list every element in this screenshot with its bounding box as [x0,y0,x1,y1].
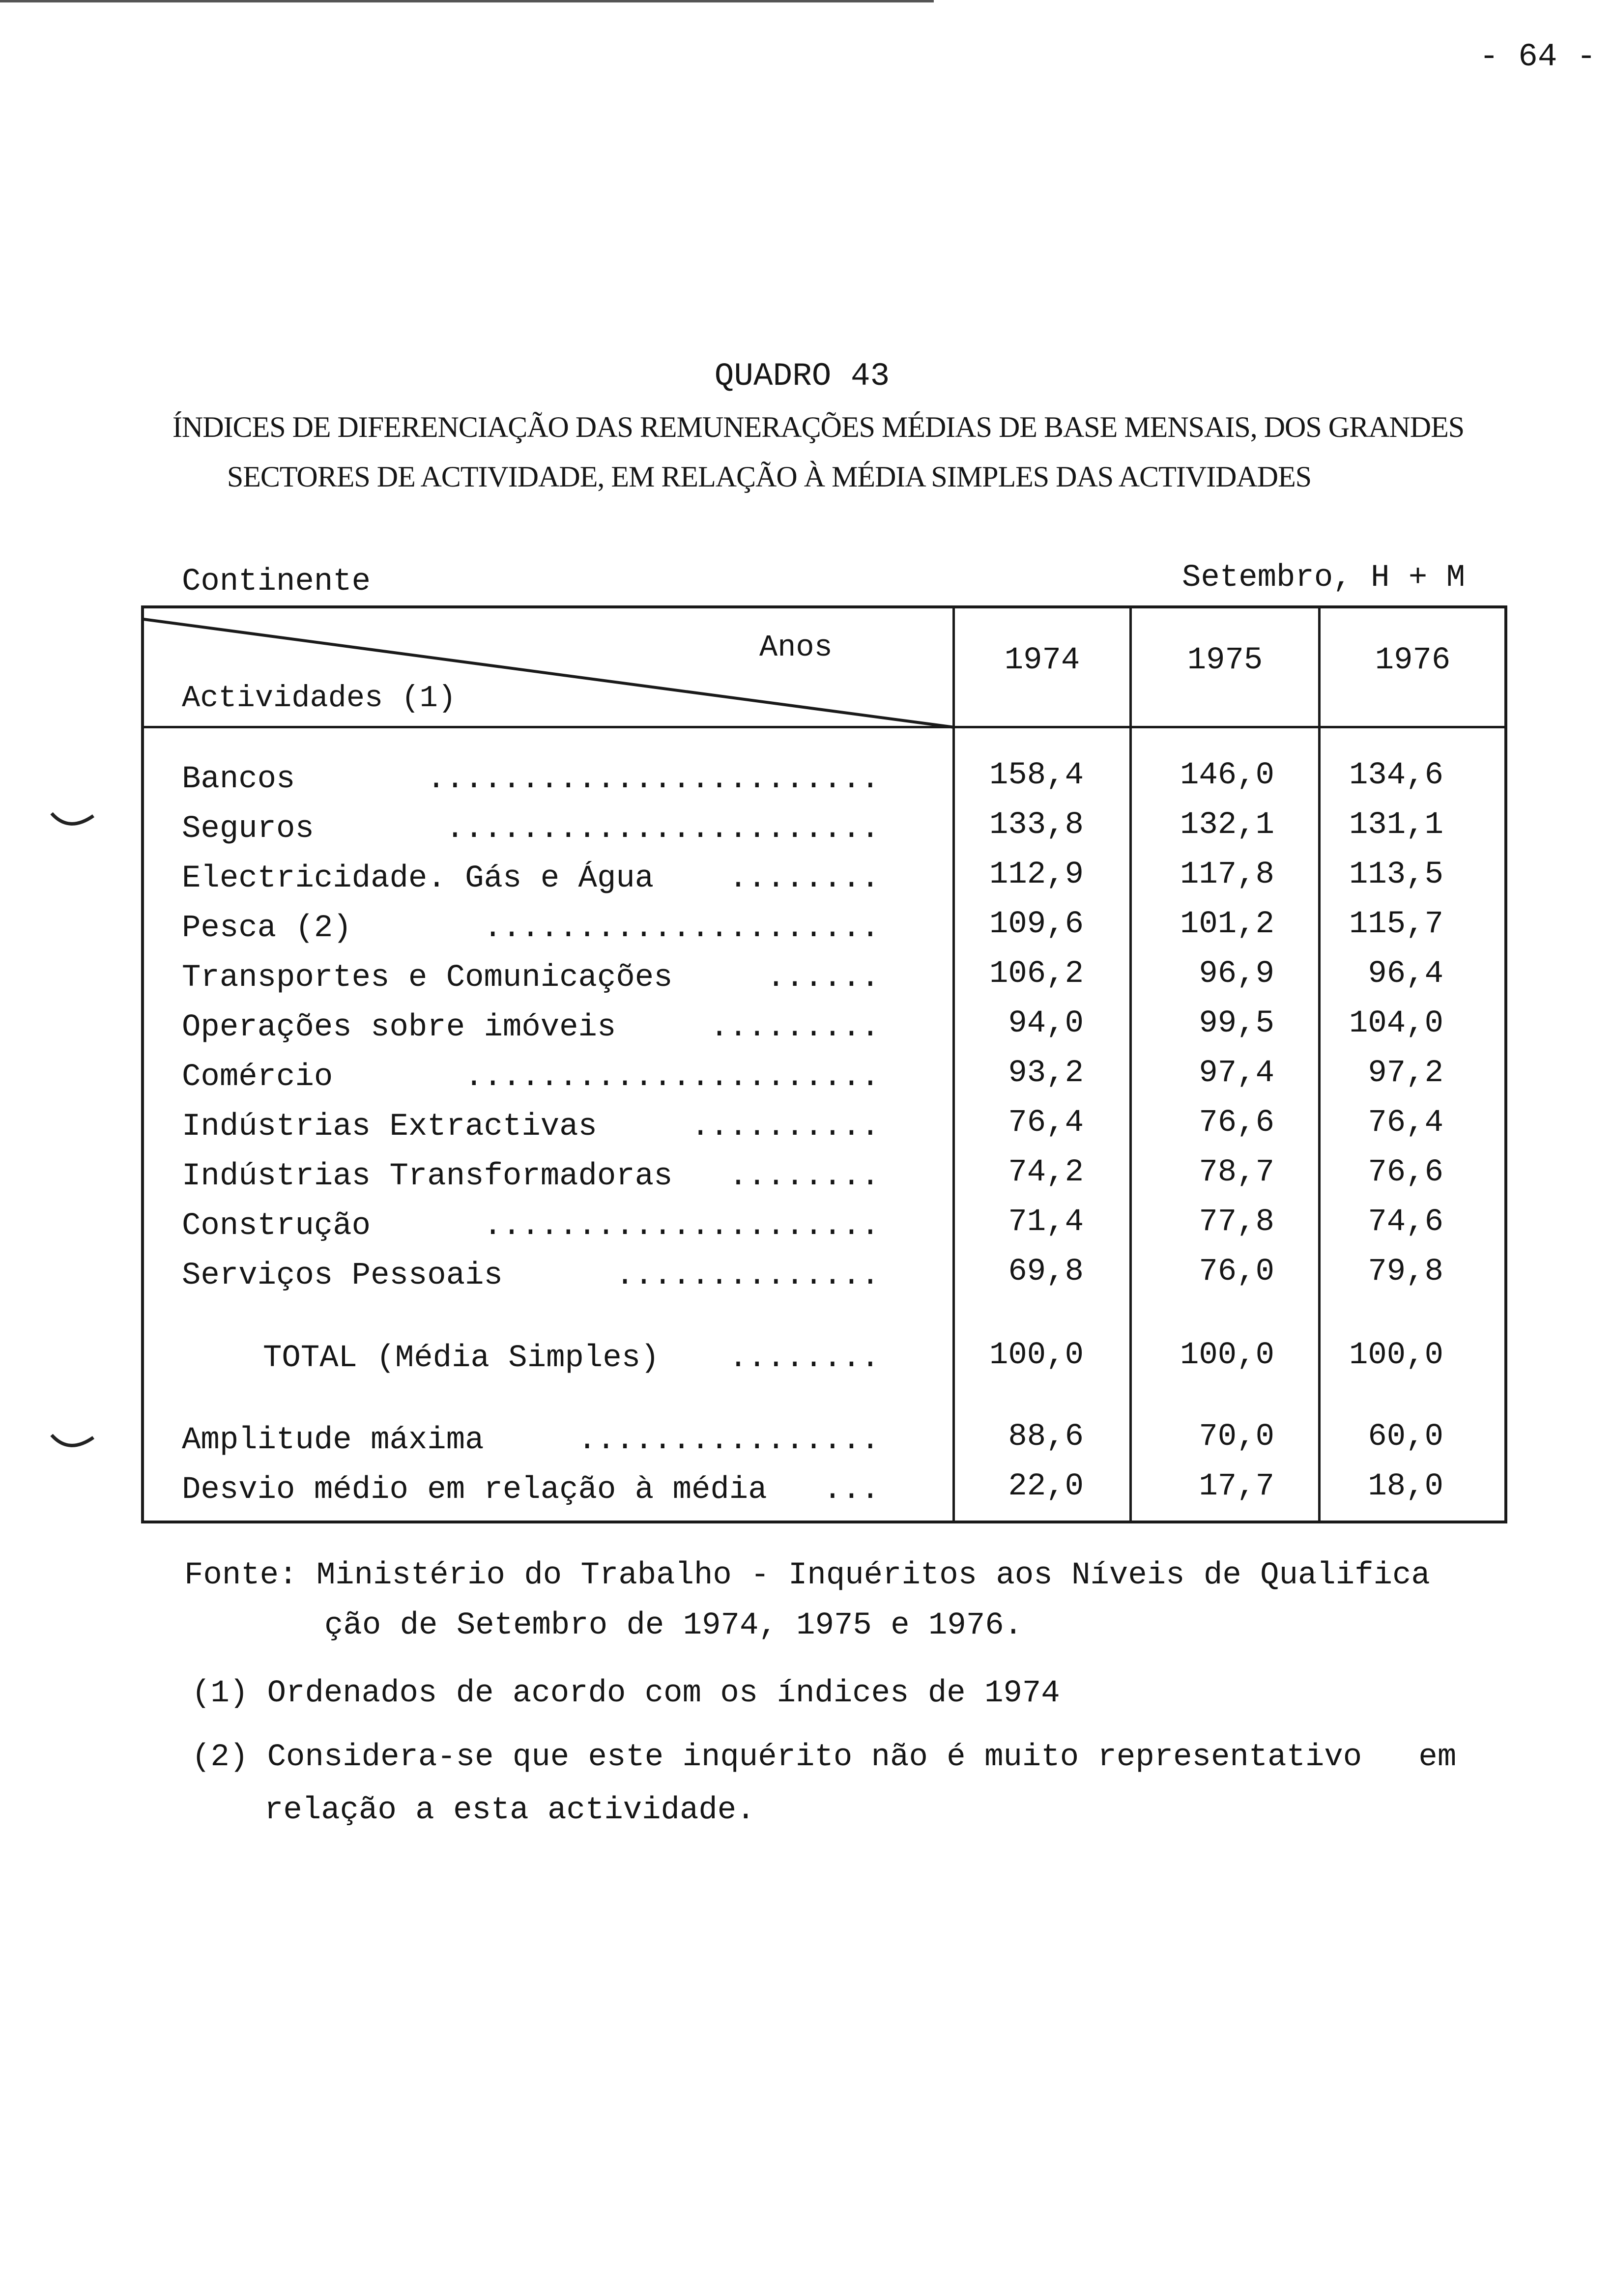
cell-1975: 78,7 [1199,1155,1274,1190]
cell-1974: 76,4 [1008,1105,1084,1141]
source-line-1: Fonte: Ministério do Trabalho - Inquéritos aos Níveis de Qualifica [184,1558,1430,1593]
amplitude-label: Amplitude máxima ................ [182,1423,880,1458]
deviation-1974: 22,0 [1008,1469,1084,1504]
cell-1975: 146,0 [1180,758,1274,793]
cell-1975: 99,5 [1199,1006,1274,1041]
cell-1975: 77,8 [1199,1205,1274,1240]
cell-1974: 106,2 [989,956,1084,992]
year-header-1974: 1974 [1004,643,1080,678]
deviation-1975: 17,7 [1199,1469,1274,1504]
header-years-label: Anos [759,630,833,665]
cell-1975: 97,4 [1199,1056,1274,1091]
total-1976: 100,0 [1349,1338,1443,1373]
row-label: Operações sobre imóveis ......... [182,1010,880,1045]
amplitude-1976: 60,0 [1368,1419,1443,1455]
year-header-1976: 1976 [1375,643,1451,678]
cell-1975: 76,6 [1199,1105,1274,1141]
cell-1974: 69,8 [1008,1254,1084,1290]
table-subtitle-line-1: ÍNDICES DE DIFERENCIAÇÃO DAS REMUNERAÇÕES MÉDIAS DE BASE MENSAIS, DOS GRANDES [172,411,1465,443]
footnote-2-line-2: relação a esta actividade. [264,1793,755,1828]
cell-1975: 76,0 [1199,1254,1274,1290]
cell-1976: 104,0 [1349,1006,1443,1041]
cell-1976: 131,1 [1349,807,1443,843]
cell-1975: 117,8 [1180,857,1274,892]
cell-1976: 96,4 [1368,956,1443,992]
footnote-1: (1) Ordenados de acordo com os índices de 1974 [192,1676,1060,1711]
cell-1974: 109,6 [989,907,1084,942]
row-label: Indústrias Extractivas .......... [182,1109,880,1145]
cell-1976: 113,5 [1349,857,1443,892]
table-subtitle-line-2: SECTORES DE ACTIVIDADE, EM RELAÇÃO À MÉDIA SIMPLES DAS ACTIVIDADES [227,460,1312,493]
scan-top-line [0,0,934,2]
page-number: - 64 - [1479,38,1596,75]
margin-mark-icon [49,1428,98,1462]
amplitude-1975: 70,0 [1199,1419,1274,1455]
cell-1974: 133,8 [989,807,1084,843]
cell-1975: 101,2 [1180,907,1274,942]
cell-1974: 112,9 [989,857,1084,892]
cell-1974: 93,2 [1008,1056,1084,1091]
header-activities-label: Actividades (1) [182,681,457,716]
cell-1976: 134,6 [1349,758,1443,793]
margin-mark-icon [49,806,98,840]
cell-1974: 71,4 [1008,1205,1084,1240]
cell-1975: 96,9 [1199,956,1274,992]
row-label: Construção ..................... [182,1208,880,1244]
row-label: Electricidade. Gás e Água ........ [182,861,880,896]
table-title: QUADRO 43 [714,358,890,395]
cell-1976: 79,8 [1368,1254,1443,1290]
total-1975: 100,0 [1180,1338,1274,1373]
total-label: TOTAL (Média Simples) ........ [263,1341,880,1376]
row-label: Transportes e Comunicações ...... [182,960,880,996]
cell-1974: 94,0 [1008,1006,1084,1041]
row-label: Seguros ....................... [182,811,880,847]
cell-1974: 158,4 [989,758,1084,793]
cell-1976: 74,6 [1368,1205,1443,1240]
row-label: Indústrias Transformadoras ........ [182,1159,880,1194]
cell-1976: 76,4 [1368,1105,1443,1141]
source-line-2: ção de Setembro de 1974, 1975 e 1976. [324,1608,1023,1643]
amplitude-1974: 88,6 [1008,1419,1084,1455]
deviation-label: Desvio médio em relação à média ... [182,1472,880,1508]
row-label: Pesca (2) ..................... [182,911,880,946]
row-label: Serviços Pessoais .............. [182,1258,880,1293]
cell-1976: 97,2 [1368,1056,1443,1091]
cell-1976: 115,7 [1349,907,1443,942]
total-1974: 100,0 [989,1338,1084,1373]
year-header-1975: 1975 [1187,643,1263,678]
row-label: Comércio ...................... [182,1060,880,1095]
cell-1975: 132,1 [1180,807,1274,843]
cell-1976: 76,6 [1368,1155,1443,1190]
period-label: Setembro, H + M [1182,560,1466,596]
footnote-2-line-1: (2) Considera-se que este inquérito não é muito representativo em [192,1740,1457,1775]
cell-1974: 74,2 [1008,1155,1084,1190]
region-label: Continente [182,564,371,600]
row-label: Bancos ........................ [182,762,880,797]
deviation-1976: 18,0 [1368,1469,1443,1504]
